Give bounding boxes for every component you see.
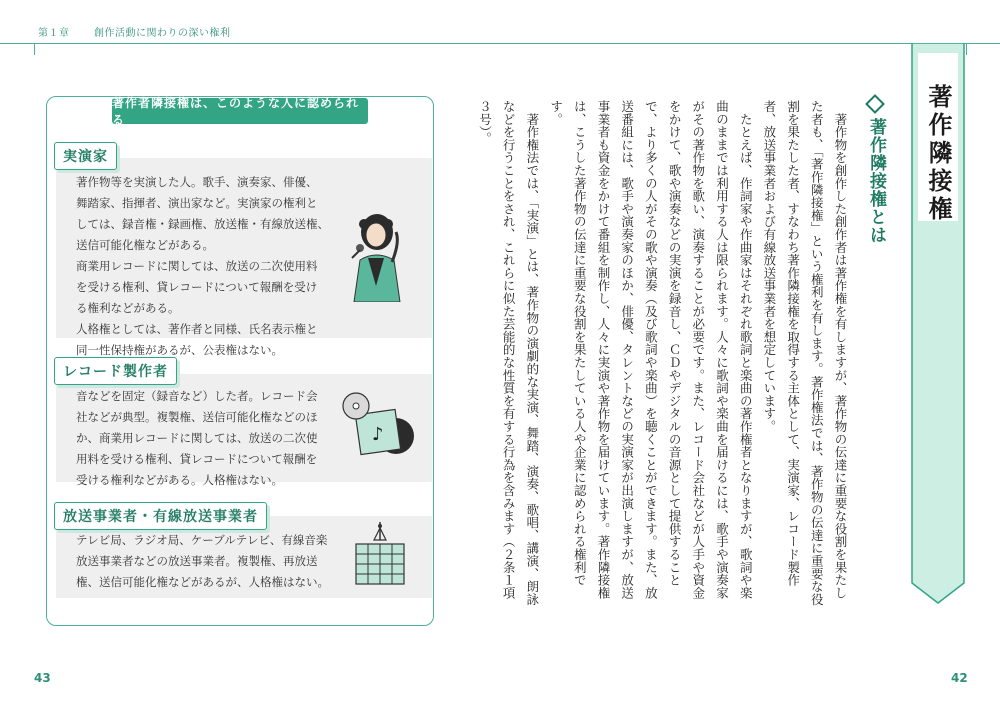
performer-text [76,172,346,361]
broadcaster-label: 放送事業者・有線放送事業者 [54,502,267,530]
record-line: 受ける権利などがある。人格権はない。 [76,473,283,487]
broadcaster-line: 放送事業者などの放送事業者。複製権、再放送 [76,554,318,568]
performer-line: 著作物等を実演した人。歌手、演奏家、俳優、 [76,175,318,189]
page-number-right: 42 [951,671,968,685]
svg-text:♪: ♪ [372,424,384,445]
performer-line: 送信可能化権などがある。 [76,238,214,252]
performer-line: 人格権としては、著作者と同様、氏名表示権と [76,322,318,336]
performer-line: を受ける権利、貸レコードについて報酬を受け [76,280,318,294]
broadcaster-line: テレビ局、ラジオ局、ケーブルテレビ、有線音楽 [76,533,328,547]
section-tab-title: 著作隣接権 [924,84,952,224]
broadcaster-line: 権、送信可能化権などがあるが、人格権はない。 [76,575,329,589]
body-paragraph: 著作物を創作した創作者は著作権を有しますが、著作物の伝達に重要な役割を果たした者も、「著作隣接権」という権利を有します。著作権法では、著作物の伝達に重要な役割を果たした者、すなわち著作隣接権を取得する主体として、実演家、レコード製作者、放送事業者および有線放送事業者を想定しています。 [761,100,848,606]
record-line: 音などを固定（録音など）した者。レコード会 [76,389,318,403]
body-text [477,100,852,610]
broadcast-building-illustration [352,520,408,586]
record-cd-illustration [340,386,420,466]
subheading: 著作隣接権とは [866,118,886,244]
chapter-title: 創作活動に関わりの深い権利 [94,28,231,39]
chapter-label: 第１章 [38,28,70,39]
diamond-icon [865,94,885,114]
singer-illustration [340,202,410,302]
record-line: か、商業用レコードに関しては、放送の二次使 [76,431,318,445]
performer-line: 同一性保持権があるが、公表権はない。 [76,343,283,357]
record-line: 用料を受ける権利、貸レコードについて報酬を [76,452,318,466]
performer-label: 実演家 [54,142,117,170]
performer-line: 舞踏家、指揮者、演出家など。実演家の権利と [76,196,318,210]
header-rule [0,43,1000,44]
body-paragraph: 著作権法では、「実演」とは、著作物の演劇的な実演、舞踏、演奏、歌唱、講演、朗詠などを行うことをされ、これらに似た芸能的な性質を有する行為を含みます（２条１項３号）。 [477,100,540,606]
performer-line: る権利などがある。 [76,301,180,315]
panel-banner: 著作者隣接権は、このような人に認められる [112,98,368,124]
broadcaster-text [76,530,352,593]
record-text [76,386,346,491]
page-number-left: 43 [34,671,51,685]
performer-line: 商業用レコードに関しては、放送の二次使用料 [76,259,318,273]
record-label: レコード製作者 [54,357,177,385]
header-tick-left [34,43,35,55]
performer-line: しては、録音権・録画権、放送権・有線放送権、 [76,217,329,231]
header-tick-right [966,43,967,55]
record-line: 社などが典型。複製権、送信可能化権などのほ [76,410,318,424]
body-paragraph: たとえば、作詞家や作曲家はそれぞれ歌詞と楽曲の著作権者となりますが、歌詞や楽曲のままでは利用する人は限られます。人々に歌詞や楽曲を届けるには、歌手や演奏家がその著作物を歌い、演奏することが必要です。また、レコード会社などが人手や資金をかけて、歌や演奏などの実演を録音し、ＣＤやデジタルの音源として提供することで、より多くの人がその歌や演奏（及び歌詞や楽曲）を聴くことができます。また、放送番組には、歌手や演奏家のほか、俳優、タレントなどの実演家が出演しますが、放送事業者も資金をかけて番組を制作し、人々に実演や著作物を届けています。著作隣接権は、こうした著作物の伝達に重要な役割を果たしている人や企業に認められる権利です。 [548,100,754,600]
